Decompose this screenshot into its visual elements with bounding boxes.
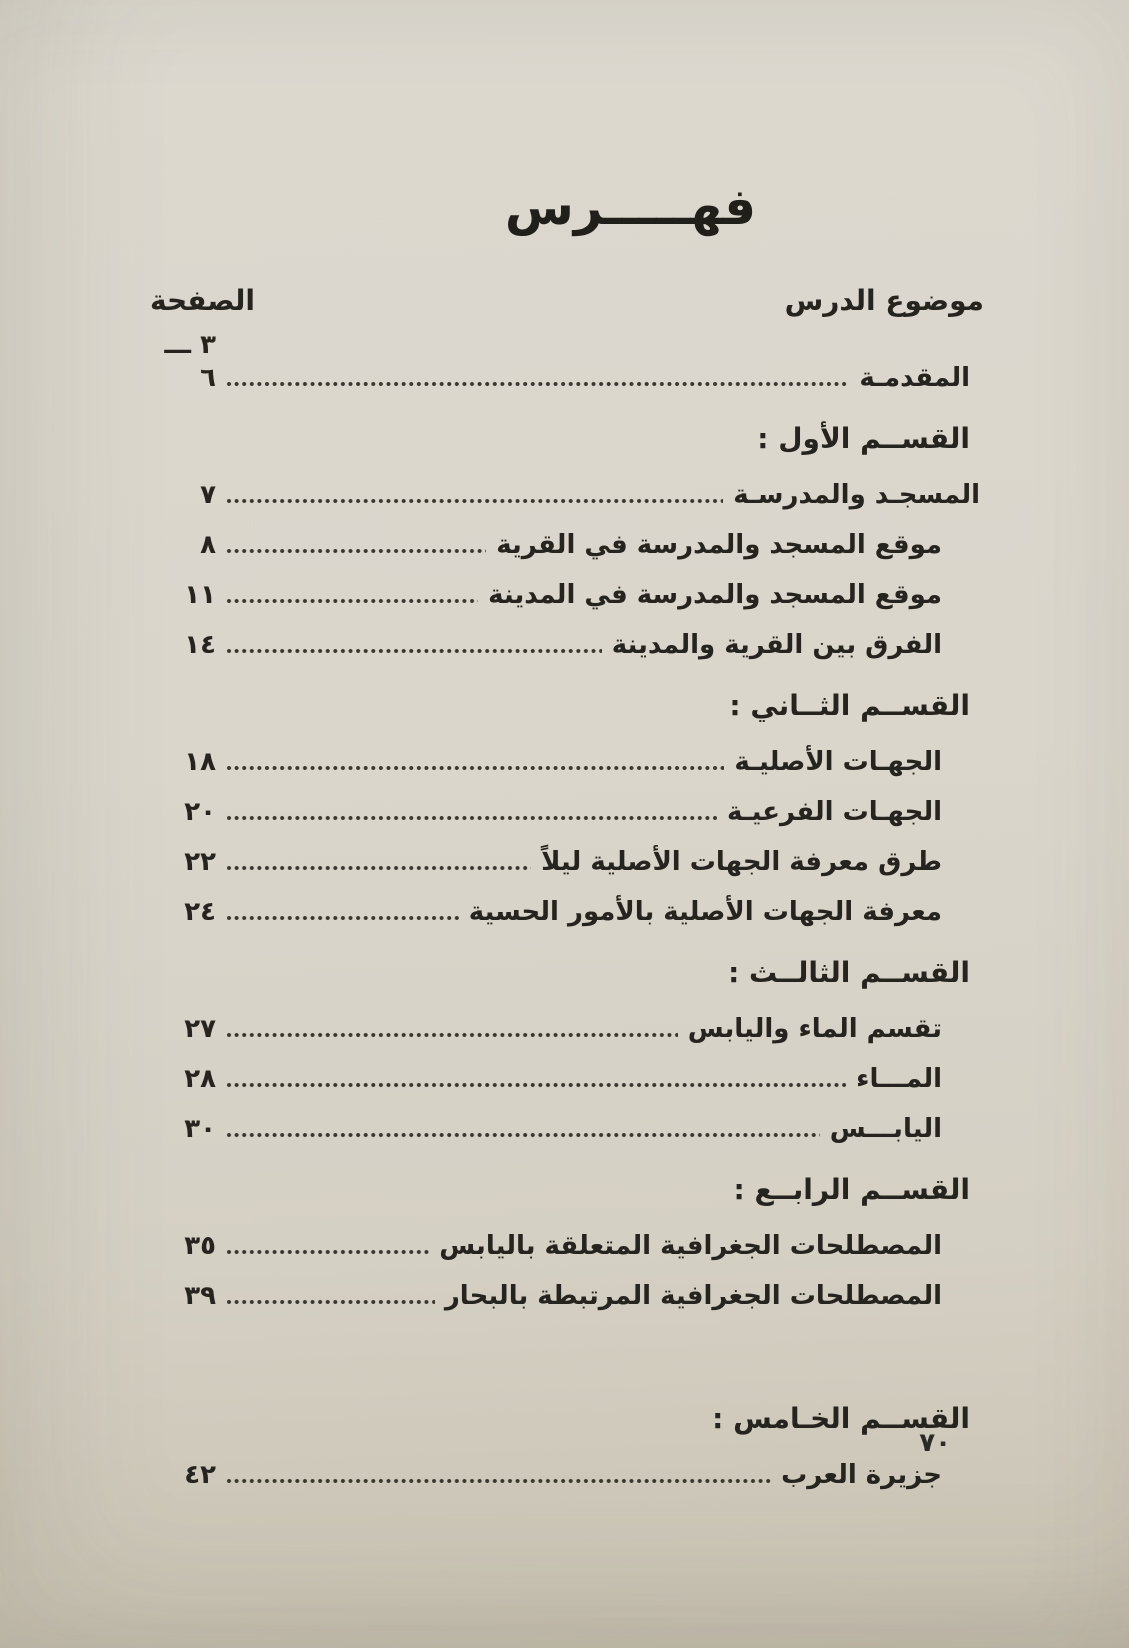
table-of-contents xyxy=(0,284,1129,1492)
toc-entry-page: ٨ xyxy=(200,530,216,560)
toc-entry-label: المصطلحات الجغرافية المرتبطة بالبحار xyxy=(444,1281,942,1311)
toc-row xyxy=(150,1063,984,1096)
dot-leader xyxy=(226,1031,678,1039)
toc-rows xyxy=(150,329,984,1492)
toc-row xyxy=(150,1230,984,1263)
toc-entry-label: الجهـات الأصليـة xyxy=(734,747,942,777)
toc-entry-page: ٧ xyxy=(200,480,216,510)
toc-entry-label: المصطلحات الجغرافية المتعلقة باليابس xyxy=(439,1231,942,1261)
toc-entry-label: جزيرة العرب xyxy=(781,1460,942,1490)
dot-leader xyxy=(226,647,602,655)
page-number-folio: ٧٠ xyxy=(919,1428,951,1458)
toc-entry-label: الجهـات الفرعيـة xyxy=(727,797,942,827)
toc-entry-label: الفرق بين القرية والمدينة xyxy=(611,630,942,660)
toc-row xyxy=(150,746,984,779)
toc-header-row xyxy=(150,284,984,317)
toc-section-heading: القســم الرابــع : xyxy=(733,1173,970,1206)
toc-entry-label: المـــاء xyxy=(856,1064,942,1094)
toc-entry-label: موقع المسجد والمدرسة في القرية xyxy=(496,530,942,560)
toc-row xyxy=(150,1459,984,1492)
toc-row xyxy=(150,629,984,662)
toc-section-heading: القســم الثــاني : xyxy=(729,689,970,722)
toc-row xyxy=(150,529,984,562)
toc-row xyxy=(150,1013,984,1046)
toc-header-page-label: الصفحة xyxy=(150,284,256,317)
toc-entry-page: ٢٠ xyxy=(184,797,216,827)
toc-section-heading: القســم الأول : xyxy=(757,422,970,455)
toc-entry-page: ٣٠ xyxy=(184,1114,216,1144)
page-title: فهـــــرس xyxy=(504,178,757,236)
toc-row xyxy=(150,579,984,612)
toc-entry-page: ٢٤ xyxy=(184,897,216,927)
toc-header-topic-label: موضوع الدرس xyxy=(784,284,984,317)
dot-leader xyxy=(226,1248,429,1256)
dot-leader xyxy=(226,1131,820,1139)
dot-leader xyxy=(226,1081,846,1089)
toc-row xyxy=(150,846,984,879)
toc-row xyxy=(150,329,984,395)
toc-row xyxy=(150,896,984,929)
dot-leader xyxy=(226,380,849,388)
dot-leader xyxy=(226,764,724,772)
toc-entry-page: ١٨ xyxy=(184,747,216,777)
toc-entry-label: المسجـد والمدرسـة xyxy=(733,480,980,510)
toc-entry-page: ٢٧ xyxy=(184,1014,216,1044)
toc-row xyxy=(150,1280,984,1313)
dot-leader xyxy=(226,864,531,872)
toc-entry-page: ٣٥ xyxy=(184,1231,216,1261)
dot-leader xyxy=(226,1298,435,1306)
toc-section-heading: القســم الثالــث : xyxy=(728,956,970,989)
toc-entry-page: ٣ ـــ ٦ xyxy=(164,330,216,393)
dot-leader xyxy=(226,814,717,822)
toc-entry-page: ٢٨ xyxy=(184,1064,216,1094)
toc-entry-page: ٢٢ xyxy=(184,847,216,877)
toc-row xyxy=(150,1113,984,1146)
toc-entry-label: موقع المسجد والمدرسة في المدينة xyxy=(488,580,942,610)
toc-entry-label: طرق معرفة الجهات الأصلية ليلاً xyxy=(541,847,942,877)
toc-entry-page: ١٤ xyxy=(184,630,216,660)
toc-row xyxy=(150,479,984,512)
toc-entry-label: تقسم الماء واليابس xyxy=(687,1014,942,1044)
dot-leader xyxy=(226,914,459,922)
dot-leader xyxy=(226,597,478,605)
toc-entry-label: المقدمـة xyxy=(859,363,970,393)
dot-leader xyxy=(226,497,723,505)
dot-leader xyxy=(226,1477,771,1485)
toc-entry-page: ٣٩ xyxy=(184,1281,216,1311)
toc-entry-page: ٤٢ xyxy=(184,1460,216,1490)
toc-section-heading: القســم الخـامس : xyxy=(712,1402,970,1435)
toc-entry-page: ١١ xyxy=(184,580,216,610)
toc-entry-label: اليابـــس xyxy=(829,1114,942,1144)
toc-entry-label: معرفة الجهات الأصلية بالأمور الحسية xyxy=(468,897,942,927)
toc-row xyxy=(150,796,984,829)
dot-leader xyxy=(226,547,486,555)
